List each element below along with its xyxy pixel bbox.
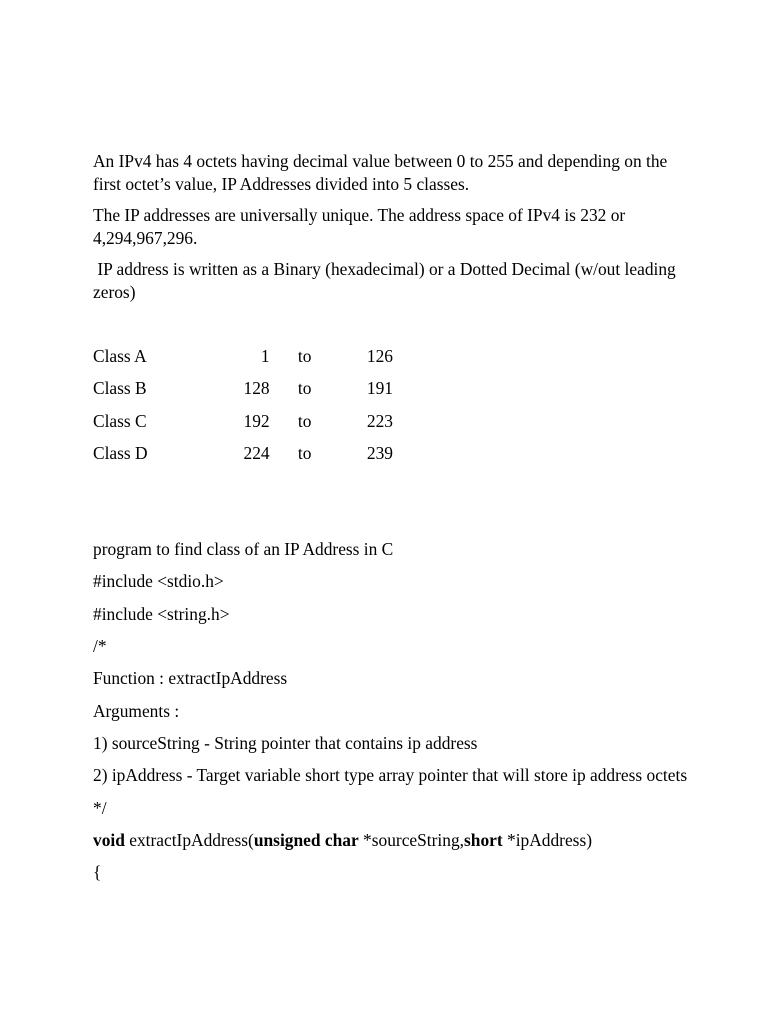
table-row bbox=[93, 345, 393, 377]
keyword-short: short bbox=[464, 829, 503, 850]
table-row bbox=[93, 442, 393, 474]
param-ip-address: *ipAddress) bbox=[502, 829, 593, 850]
param-source-string: *sourceString, bbox=[358, 829, 464, 850]
class-range-start: 1 bbox=[260, 346, 270, 366]
code-comment-arg2: 2) ipAddress - Target variable short type array pointer that will store ip address octets bbox=[93, 765, 688, 786]
class-name: Class D bbox=[93, 442, 148, 463]
class-range-separator: to bbox=[297, 410, 312, 431]
intro-paragraph-octets: An IPv4 has 4 octets having decimal value between 0 to 255 and depending on the first octet’s value, IP Addresses divided into 5 classes. bbox=[93, 151, 668, 194]
class-range-separator: to bbox=[297, 346, 312, 366]
code-heading: program to find class of an IP Address in C bbox=[93, 539, 394, 560]
code-include-string: #include <string.h> bbox=[93, 603, 230, 624]
class-range-end: 239 bbox=[366, 442, 393, 463]
class-range-end: 223 bbox=[366, 410, 393, 431]
class-range-start: 128 bbox=[243, 378, 270, 399]
class-range-start: 192 bbox=[243, 410, 270, 431]
class-range-start: 224 bbox=[243, 442, 270, 463]
code-brace-open: { bbox=[93, 862, 102, 883]
code-comment-arg1: 1) sourceString - String pointer that contains ip address bbox=[93, 732, 478, 753]
class-range-separator: to bbox=[297, 442, 312, 463]
keyword-void: void bbox=[93, 829, 125, 850]
keyword-unsigned-char: unsigned char bbox=[253, 829, 359, 850]
table-row bbox=[93, 410, 393, 442]
code-comment-close: */ bbox=[93, 797, 107, 818]
class-name: Class C bbox=[93, 410, 147, 431]
class-name: Class B bbox=[93, 378, 147, 399]
code-comment-open: /* bbox=[93, 636, 107, 657]
function-name: extractIpAddress( bbox=[124, 829, 254, 850]
intro-paragraph-notation: IP address is written as a Binary (hexadecimal) or a Dotted Decimal (w/out leading zeros) bbox=[93, 259, 681, 302]
class-name: Class A bbox=[93, 346, 147, 366]
class-range-separator: to bbox=[297, 378, 312, 399]
intro-paragraph-address-space: The IP addresses are universally unique. The address space of IPv4 is 232 or 4,294,967,296. bbox=[93, 205, 626, 248]
class-range-end: 191 bbox=[366, 378, 393, 399]
class-range-end: 126 bbox=[366, 346, 393, 366]
intro-section bbox=[93, 150, 693, 304]
table-row bbox=[93, 377, 393, 409]
code-comment-function: Function : extractIpAddress bbox=[93, 668, 288, 689]
code-section bbox=[93, 538, 693, 884]
code-include-stdio: #include <stdio.h> bbox=[93, 571, 224, 592]
code-function-signature bbox=[93, 829, 693, 852]
ip-class-table bbox=[93, 345, 393, 474]
document-page bbox=[93, 150, 693, 893]
code-comment-arguments: Arguments : bbox=[93, 700, 180, 721]
